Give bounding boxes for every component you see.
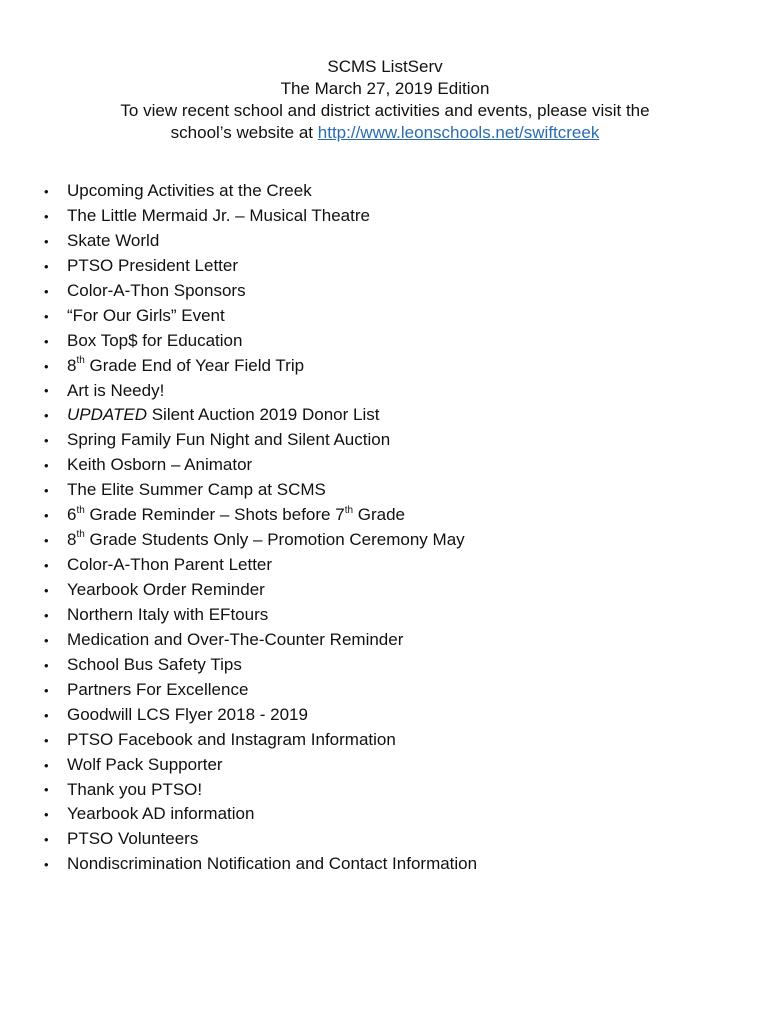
bullet-icon: • (44, 283, 49, 299)
toc-text: Nondiscrimination Notification and Contact Information (67, 854, 478, 874)
bullet-icon: • (44, 657, 49, 673)
bullet-icon: • (44, 607, 49, 623)
toc-text: Goodwill LCS Flyer 2018 - 2019 (67, 704, 308, 724)
toc-text: PTSO Facebook and Instagram Information (67, 729, 396, 749)
bullet-icon: • (44, 832, 49, 848)
toc-item (44, 403, 477, 428)
toc-text: Grade Reminder – Shots before 7 (84, 505, 345, 525)
toc-text: The Elite Summer Camp at SCMS (67, 480, 326, 500)
intro-paragraph (0, 100, 770, 144)
toc-item-label (67, 279, 246, 304)
toc-item (44, 379, 477, 404)
document-header (0, 56, 770, 144)
toc-item (44, 578, 477, 603)
toc-item-label (67, 354, 304, 379)
toc-item-label (67, 254, 238, 279)
toc-text: Yearbook AD information (67, 804, 255, 824)
toc-text: School Bus Safety Tips (67, 654, 242, 674)
ordinal-suffix: th (344, 504, 354, 516)
toc-text: Skate World (67, 230, 160, 250)
toc-item-label (67, 628, 403, 653)
bullet-icon: • (44, 533, 49, 549)
toc-text: Color-A-Thon Parent Letter (67, 555, 273, 575)
toc-item (44, 179, 477, 204)
bullet-icon: • (44, 757, 49, 773)
toc-text: Northern Italy with EFtours (67, 604, 269, 624)
bullet-icon: • (44, 333, 49, 349)
toc-item (44, 204, 477, 229)
toc-item (44, 852, 477, 877)
toc-item-label (67, 653, 242, 678)
bullet-icon: • (44, 258, 49, 274)
toc-item (44, 703, 477, 728)
toc-text: Medication and Over-The-Counter Reminder (67, 629, 404, 649)
toc-item-label (67, 703, 308, 728)
toc-text: Spring Family Fun Night and Silent Auction (67, 430, 391, 450)
toc-text: Grade End of Year Field Trip (84, 355, 305, 375)
newsletter-title: SCMS ListServ (327, 57, 443, 76)
school-website-link[interactable]: http://www.leonschools.net/swiftcreek (317, 123, 600, 142)
toc-item (44, 778, 477, 803)
bullet-icon: • (44, 807, 49, 823)
toc-item-label (67, 304, 225, 329)
bullet-icon: • (44, 582, 49, 598)
toc-item (44, 528, 477, 553)
toc-item-label (67, 553, 272, 578)
toc-item-label (67, 728, 396, 753)
bullet-icon: • (44, 208, 49, 224)
toc-item (44, 304, 477, 329)
bullet-icon: • (44, 458, 49, 474)
toc-text: Wolf Pack Supporter (67, 754, 223, 774)
toc-item-label (67, 478, 326, 503)
toc-text: The Little Mermaid Jr. – Musical Theatre (67, 205, 370, 225)
emphasis-text: UPDATED (67, 405, 147, 425)
toc-text: PTSO President Letter (67, 255, 239, 275)
toc-text: Thank you PTSO! (67, 779, 203, 799)
toc-item-label (67, 802, 254, 827)
toc-item (44, 728, 477, 753)
bullet-icon: • (44, 233, 49, 249)
toc-text: PTSO Volunteers (67, 829, 199, 849)
toc-item (44, 503, 477, 528)
toc-item-label (67, 753, 223, 778)
toc-item-label (67, 229, 159, 254)
toc-text: Silent Auction 2019 Donor List (146, 405, 380, 425)
toc-text: Upcoming Activities at the Creek (67, 181, 312, 200)
toc-item-label (67, 453, 252, 478)
bullet-icon: • (44, 632, 49, 648)
bullet-icon: • (44, 508, 49, 524)
edition-date: The March 27, 2019 Edition (280, 79, 490, 98)
bullet-icon: • (44, 358, 49, 374)
ordinal-suffix: th (76, 354, 85, 366)
toc-text: Art is Needy! (67, 380, 165, 400)
intro-text: To view recent school and district activities and events, please visit the school’s website at (120, 101, 650, 142)
bullet-icon: • (44, 732, 49, 748)
toc-item-label (67, 778, 202, 803)
toc-text: 8 (67, 530, 77, 550)
toc-text: 8 (67, 355, 77, 375)
bullet-icon: • (44, 707, 49, 723)
toc-item (44, 453, 477, 478)
bullet-icon: • (44, 682, 49, 698)
bullet-icon: • (44, 383, 49, 399)
toc-item (44, 827, 477, 852)
toc-text: Box Top$ for Education (67, 330, 243, 350)
toc-item-label (67, 528, 465, 553)
toc-item (44, 802, 477, 827)
bullet-icon: • (44, 183, 49, 199)
toc-item-label (67, 827, 198, 852)
toc-item-label (67, 428, 390, 453)
toc-item (44, 354, 477, 379)
toc-text: Grade (353, 505, 406, 525)
toc-text: Yearbook Order Reminder (67, 580, 265, 599)
toc-item (44, 678, 477, 703)
toc-item-label (67, 329, 242, 354)
toc-item (44, 478, 477, 503)
toc-item (44, 229, 477, 254)
toc-item-label (67, 503, 405, 528)
toc-text: Grade Students Only – Promotion Ceremony May (84, 530, 465, 550)
table-of-contents (44, 179, 477, 877)
toc-item (44, 628, 477, 653)
toc-item-label (67, 379, 164, 404)
toc-item-label (67, 578, 265, 603)
bullet-icon: • (44, 857, 49, 873)
toc-item-label (67, 603, 268, 628)
toc-item-label (67, 678, 248, 703)
toc-text: Keith Osborn – Animator (67, 455, 253, 475)
toc-item (44, 603, 477, 628)
ordinal-suffix: th (76, 504, 85, 516)
bullet-icon: • (44, 483, 49, 499)
bullet-icon: • (44, 782, 49, 798)
toc-item (44, 653, 477, 678)
toc-item-label (67, 204, 370, 229)
toc-item (44, 553, 477, 578)
toc-item (44, 279, 477, 304)
bullet-icon: • (44, 308, 49, 324)
toc-text: Color-A-Thon Sponsors (67, 280, 246, 300)
bullet-icon: • (44, 558, 49, 574)
bullet-icon: • (44, 408, 49, 424)
toc-item (44, 428, 477, 453)
toc-item-label (67, 852, 477, 877)
toc-text: 6 (67, 505, 77, 525)
toc-item (44, 254, 477, 279)
toc-item (44, 329, 477, 354)
toc-item (44, 753, 477, 778)
toc-item-label (67, 403, 379, 428)
toc-text: “For Our Girls” Event (67, 305, 225, 325)
ordinal-suffix: th (76, 529, 85, 541)
toc-text: Partners For Excellence (67, 679, 249, 699)
toc-item-label (67, 179, 312, 204)
bullet-icon: • (44, 433, 49, 449)
